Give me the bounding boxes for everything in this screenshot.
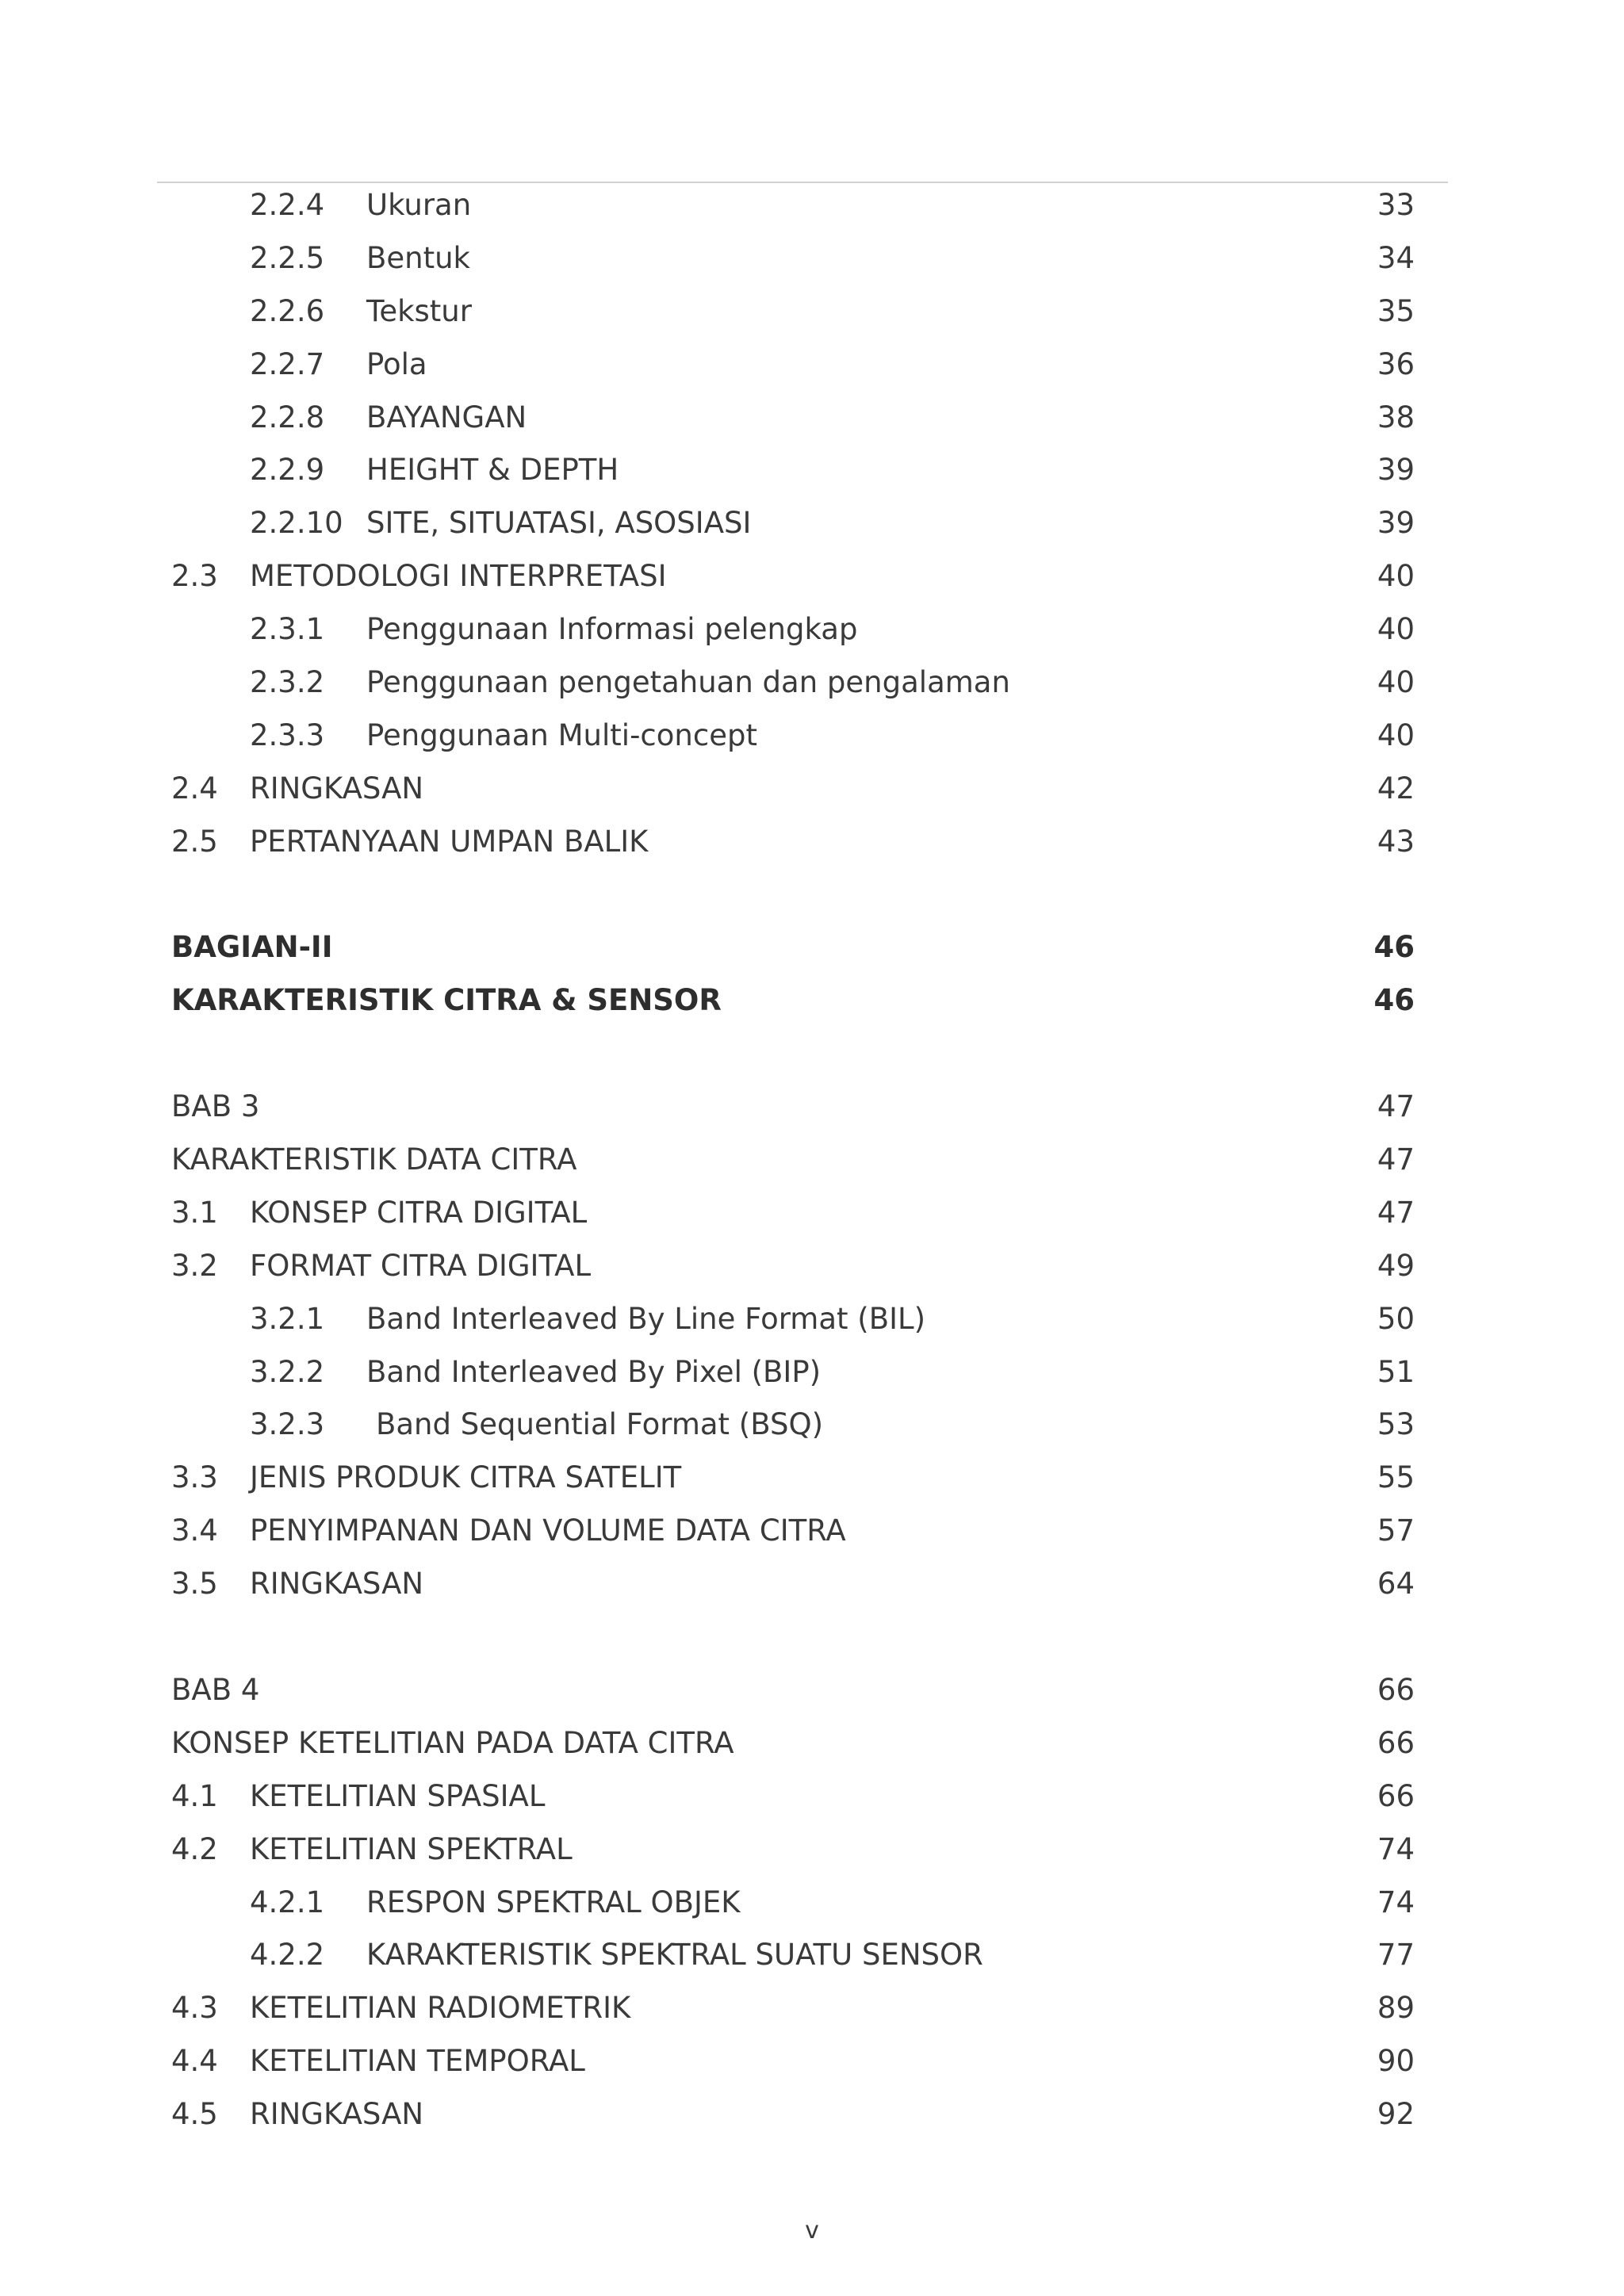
toc-entry-title: KARAKTERISTIK CITRA & SENSOR [171, 983, 722, 1018]
toc-entry[interactable] [0, 710, 1624, 763]
toc-entry-title: Tekstur [366, 293, 472, 328]
toc-entry-number: 2.2.7 [250, 346, 325, 381]
toc-entry[interactable] [0, 1664, 1624, 1717]
toc-entry-title: BAYANGAN [366, 400, 527, 434]
toc-entry-title: SITE, SITUATASI, ASOSIASI [366, 506, 752, 541]
toc-entry[interactable] [0, 656, 1624, 710]
toc-entry-page: 66 [1377, 1778, 1415, 1813]
toc-entry-number: 4.2 [171, 1831, 218, 1866]
toc-entry[interactable] [0, 550, 1624, 603]
toc-entry[interactable] [0, 444, 1624, 497]
toc-entry-page: 34 [1377, 240, 1415, 275]
toc-entry-page: 40 [1377, 718, 1415, 752]
toc-entry-number: 3.5 [171, 1567, 218, 1601]
toc-entry-number: 2.2.10 [250, 506, 343, 541]
toc-entry-title: KETELITIAN TEMPORAL [250, 2044, 585, 2079]
toc-entry-title: KONSEP CITRA DIGITAL [250, 1195, 588, 1230]
toc-entry-title: METODOLOGI INTERPRETASI [250, 559, 667, 594]
page-number: v [805, 2217, 819, 2244]
toc-entry-page: 47 [1377, 1089, 1415, 1124]
toc-entry-title: Band Interleaved By Pixel (BIP) [366, 1354, 822, 1389]
toc-entry-page: 57 [1377, 1513, 1415, 1548]
toc-entry-page: 51 [1377, 1354, 1415, 1389]
toc-entry-page: 66 [1377, 1672, 1415, 1707]
toc-entry-title: KONSEP KETELITIAN PADA DATA CITRA [171, 1725, 734, 1760]
toc-entry-title: FORMAT CITRA DIGITAL [250, 1248, 592, 1283]
toc-entry[interactable] [0, 921, 1624, 974]
toc-entry-title: PERTANYAAN UMPAN BALIK [250, 824, 649, 859]
toc-entry[interactable] [0, 1823, 1624, 1877]
toc-entry-page: 42 [1377, 771, 1415, 806]
toc-entry-number: 2.3 [171, 559, 218, 594]
toc-entry-number: 3.4 [171, 1513, 218, 1548]
toc-spacer [0, 1027, 1624, 1081]
toc-entry-page: 64 [1377, 1567, 1415, 1601]
toc-entry[interactable] [0, 763, 1624, 816]
toc-entry-number: 3.2 [171, 1248, 218, 1283]
toc-entry-page: 38 [1377, 400, 1415, 434]
toc-entry-number: 2.5 [171, 824, 218, 859]
toc-entry-title: HEIGHT & DEPTH [366, 453, 619, 488]
toc-entry-title: BAGIAN-II [171, 930, 333, 965]
toc-entry-number: 2.3.3 [250, 718, 325, 752]
toc-entry[interactable] [0, 285, 1624, 339]
toc-entry-title: Penggunaan pengetahuan dan pengalaman [366, 665, 1010, 700]
toc-entry-page: 90 [1377, 2044, 1415, 2079]
toc-entry-number: 2.2.5 [250, 240, 325, 275]
toc-entry-page: 53 [1377, 1407, 1415, 1442]
toc-entry-page: 92 [1377, 2097, 1415, 2132]
toc-entry[interactable] [0, 816, 1624, 869]
toc-entry[interactable] [0, 179, 1624, 232]
toc-entry[interactable] [0, 2035, 1624, 2088]
toc-entry-title: BAB 4 [171, 1672, 260, 1707]
toc-entry-page: 33 [1377, 188, 1415, 222]
toc-entry-number: 3.2.2 [250, 1354, 325, 1389]
toc-entry-number: 4.4 [171, 2044, 218, 2079]
toc-spacer [0, 869, 1624, 922]
toc-entry-title: KETELITIAN RADIOMETRIK [250, 1991, 631, 2026]
toc-entry-number: 3.1 [171, 1195, 218, 1230]
toc-entry-title: Band Interleaved By Line Format (BIL) [366, 1301, 926, 1336]
toc-entry-title: BAB 3 [171, 1089, 260, 1124]
toc-entry-number: 2.2.9 [250, 453, 325, 488]
toc-entry[interactable] [0, 1558, 1624, 1611]
toc-entry-number: 4.2.1 [250, 1885, 325, 1919]
toc-entry-title: Band Sequential Format (BSQ) [376, 1407, 824, 1442]
toc-entry-title: RINGKASAN [250, 2097, 424, 2132]
toc-entry-page: 40 [1377, 665, 1415, 700]
toc-entry-number: 4.1 [171, 1778, 218, 1813]
toc-entry-page: 49 [1377, 1248, 1415, 1283]
toc-entry-page: 43 [1377, 824, 1415, 859]
toc-entry[interactable] [0, 1717, 1624, 1770]
toc-entry[interactable] [0, 974, 1624, 1027]
toc-entry-number: 4.3 [171, 1991, 218, 2026]
toc-entry-number: 3.3 [171, 1460, 218, 1495]
toc-entry-page: 50 [1377, 1301, 1415, 1336]
toc-entry-number: 4.2.2 [250, 1938, 325, 1973]
toc-entry-title: Ukuran [366, 188, 472, 222]
toc-entry[interactable] [0, 392, 1624, 445]
toc-entry-number: 2.2.4 [250, 188, 325, 222]
toc-entry[interactable] [0, 1081, 1624, 1134]
toc-entry-title: Penggunaan Informasi pelengkap [366, 612, 858, 647]
toc-entry-title: KETELITIAN SPASIAL [250, 1778, 546, 1813]
toc-entry-page: 74 [1377, 1831, 1415, 1866]
toc-entry[interactable] [0, 1877, 1624, 1930]
toc-entry-title: PENYIMPANAN DAN VOLUME DATA CITRA [250, 1513, 846, 1548]
toc-entry-page: 89 [1377, 1991, 1415, 2026]
toc-entry-page: 39 [1377, 453, 1415, 488]
toc-entry-page: 40 [1377, 612, 1415, 647]
toc-entry-page: 66 [1377, 1725, 1415, 1760]
toc-entry-number: 2.3.2 [250, 665, 325, 700]
toc-entry-page: 55 [1377, 1460, 1415, 1495]
toc-entry[interactable] [0, 1240, 1624, 1293]
toc-entry-page: 46 [1373, 983, 1415, 1018]
toc-entry-number: 2.3.1 [250, 612, 325, 647]
toc-entry-page: 47 [1377, 1195, 1415, 1230]
toc-spacer [0, 1611, 1624, 1664]
toc-entry-page: 77 [1377, 1938, 1415, 1973]
toc-entry-number: 4.5 [171, 2097, 218, 2132]
toc-entry[interactable] [0, 497, 1624, 550]
toc-entry[interactable] [0, 339, 1624, 392]
toc-entry-title: KETELITIAN SPEKTRAL [250, 1831, 573, 1866]
toc-entry[interactable] [0, 232, 1624, 285]
toc-entry[interactable] [0, 1982, 1624, 2035]
toc-entry-page: 74 [1377, 1885, 1415, 1919]
toc-entry-title: Pola [366, 346, 427, 381]
table-of-contents [0, 179, 1624, 2141]
toc-entry-number: 2.2.8 [250, 400, 325, 434]
toc-entry-title: Penggunaan Multi-concept [366, 718, 757, 752]
toc-entry-title: JENIS PRODUK CITRA SATELIT [250, 1460, 682, 1495]
toc-entry[interactable] [0, 1929, 1624, 1982]
toc-entry[interactable] [0, 1346, 1624, 1399]
toc-entry[interactable] [0, 1452, 1624, 1505]
toc-entry[interactable] [0, 603, 1624, 656]
toc-entry-number: 2.2.6 [250, 293, 325, 328]
toc-entry-title: KARAKTERISTIK SPEKTRAL SUATU SENSOR [366, 1938, 983, 1973]
toc-entry[interactable] [0, 1399, 1624, 1452]
toc-entry-page: 46 [1373, 930, 1415, 965]
toc-entry-title: Bentuk [366, 240, 470, 275]
toc-entry-number: 3.2.3 [250, 1407, 325, 1442]
toc-entry[interactable] [0, 1770, 1624, 1823]
toc-entry[interactable] [0, 1505, 1624, 1558]
toc-entry-page: 40 [1377, 559, 1415, 594]
toc-entry[interactable] [0, 1293, 1624, 1346]
toc-entry-page: 35 [1377, 293, 1415, 328]
toc-entry-title: RINGKASAN [250, 771, 424, 806]
toc-entry[interactable] [0, 1134, 1624, 1187]
toc-entry-page: 36 [1377, 346, 1415, 381]
toc-entry-page: 39 [1377, 506, 1415, 541]
toc-entry-title: KARAKTERISTIK DATA CITRA [171, 1142, 577, 1177]
toc-entry-title: RINGKASAN [250, 1567, 424, 1601]
toc-entry-page: 47 [1377, 1142, 1415, 1177]
toc-entry-number: 3.2.1 [250, 1301, 325, 1336]
toc-entry[interactable] [0, 1187, 1624, 1240]
toc-entry-title: RESPON SPEKTRAL OBJEK [366, 1885, 741, 1919]
toc-entry-number: 2.4 [171, 771, 218, 806]
toc-entry[interactable] [0, 2088, 1624, 2141]
